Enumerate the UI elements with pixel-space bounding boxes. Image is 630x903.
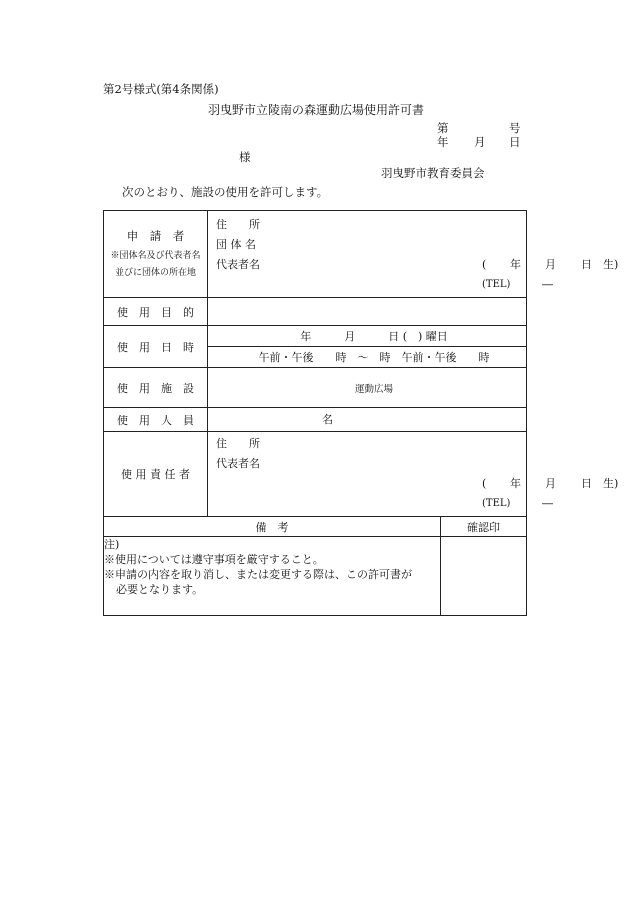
responsible-tel-dash: ―: [542, 497, 553, 510]
number-dai: 第: [437, 121, 449, 135]
people-row: [104, 408, 527, 432]
purpose-label: 使 用 目 的: [104, 298, 208, 326]
applicant-rep-label: 代表者名: [216, 258, 260, 271]
applicant-fields[interactable]: [208, 211, 619, 298]
applicant-address-label: 住 所: [216, 218, 260, 231]
date-day: 日: [509, 135, 521, 149]
responsible-birth-open: (: [482, 477, 487, 490]
note-line-1: ※使用については遵守事項を厳守すること。: [104, 553, 324, 566]
remarks-header-row: [104, 517, 527, 537]
applicant-note2: 並びに団体の所在地: [114, 268, 196, 278]
facility-value: 運動広場: [208, 368, 527, 408]
applicant-birth-month: 月: [545, 258, 556, 271]
datetime-label: 使 用 日 時: [104, 326, 208, 368]
responsible-row: [104, 432, 527, 517]
datetime-date-line[interactable]: 年 月 日 ( ) 曜日: [208, 326, 527, 347]
datetime-row-1: [104, 326, 527, 347]
form-number: 第2号様式(第4条関係): [103, 82, 219, 96]
addressee-sama: 様: [239, 150, 251, 164]
applicant-birth-day: 日: [581, 258, 592, 271]
responsible-rep-label: 代表者名: [216, 457, 260, 470]
permit-table: [103, 210, 619, 616]
date-year: 年: [437, 135, 449, 149]
facility-label: 使 用 施 設: [104, 368, 208, 408]
applicant-note1: ※団体名及び代表者名: [110, 251, 201, 261]
facility-row: [104, 368, 527, 408]
note-head: 注): [104, 538, 120, 551]
purpose-row: [104, 298, 527, 326]
people-field[interactable]: [208, 408, 527, 432]
datetime-time-line[interactable]: 午前・午後 時 〜 時 午前・午後 時: [208, 347, 527, 368]
applicant-birth-open: (: [482, 258, 487, 271]
document-title: 羽曳野市立陵南の森運動広場使用許可書: [208, 103, 425, 117]
responsible-label: 使 用 責 任 者: [104, 432, 208, 517]
applicant-label-cell: [104, 211, 208, 298]
applicant-row: [104, 211, 527, 298]
remarks-notes: [104, 537, 441, 616]
remarks-body-row: [104, 537, 527, 616]
intro-text: 次のとおり、施設の使用を許可します。: [122, 185, 329, 199]
responsible-birth-close: 生): [603, 477, 619, 490]
confirm-seal-label: 確認印: [441, 517, 527, 537]
people-unit: 名: [322, 413, 333, 426]
applicant-birth-year: 年: [510, 258, 521, 271]
applicant-tel-label: (TEL): [482, 279, 511, 290]
number-go: 号: [509, 121, 521, 135]
note-line-3: 必要となります。: [116, 583, 204, 596]
responsible-birth-month: 月: [545, 477, 556, 490]
remarks-label: 備 考: [104, 517, 441, 537]
applicant-birth-close: 生): [603, 258, 619, 271]
note-line-2: ※申請の内容を取り消し、または変更する際は、この許可書が: [104, 568, 412, 581]
purpose-field[interactable]: [208, 298, 527, 326]
responsible-tel-label: (TEL): [482, 498, 511, 509]
responsible-birth-year: 年: [510, 477, 521, 490]
confirm-seal-box[interactable]: [441, 537, 527, 616]
applicant-tel-dash: ―: [542, 278, 553, 291]
responsible-birth-day: 日: [581, 477, 592, 490]
issuer: 羽曳野市教育委員会: [381, 166, 485, 180]
responsible-address-label: 住 所: [216, 437, 260, 450]
date-month: 月: [474, 135, 486, 149]
applicant-label: 申 請 者: [126, 229, 185, 243]
people-label: 使 用 人 員: [104, 408, 208, 432]
applicant-group-label: 団 体 名: [216, 238, 256, 251]
responsible-fields[interactable]: [208, 432, 619, 517]
